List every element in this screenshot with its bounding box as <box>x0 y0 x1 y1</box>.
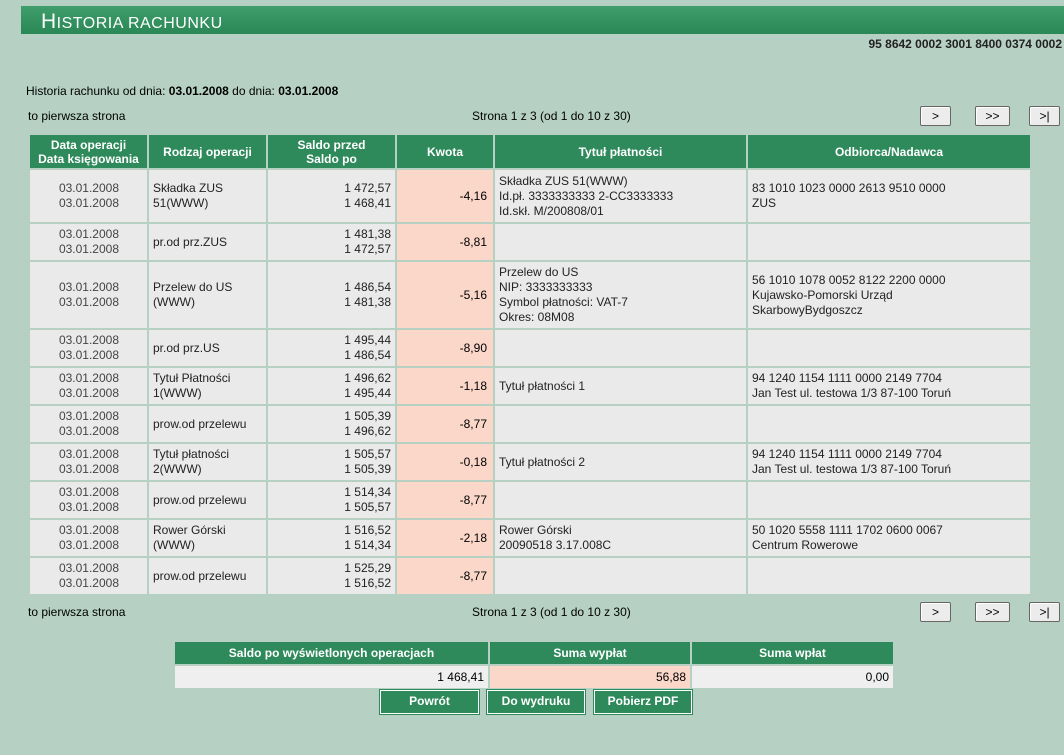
summary-wplat-header: Suma wpłat <box>692 642 893 664</box>
cell-type: Tytuł Płatności 1(WWW) <box>149 368 266 404</box>
cell-amount: -4,16 <box>397 170 493 222</box>
cell-amount: -5,16 <box>397 262 493 328</box>
cell-party: 50 1020 5558 1111 1702 0600 0067 Centrum Rowerowe <box>748 520 1030 556</box>
last-page-button[interactable]: >| <box>1029 602 1060 622</box>
cell-saldo: 1 505,39 1 496,62 <box>268 406 395 442</box>
table-row <box>30 558 1030 594</box>
cell-party <box>748 406 1030 442</box>
last-page-button[interactable]: >| <box>1029 106 1060 126</box>
col-amount: Kwota <box>397 135 493 168</box>
col-date: Data operacji Data księgowania <box>30 135 147 168</box>
cell-date: 03.01.2008 03.01.2008 <box>30 406 147 442</box>
table-row <box>30 406 1030 442</box>
cell-amount: -8,77 <box>397 406 493 442</box>
summary-wyplat: 56,88 <box>490 666 690 688</box>
cell-type: prow.od przelewu <box>149 558 266 594</box>
cell-type: Tytuł płatności 2(WWW) <box>149 444 266 480</box>
cell-type: Rower Górski (WWW) <box>149 520 266 556</box>
cell-date: 03.01.2008 03.01.2008 <box>30 170 147 222</box>
history-table <box>28 133 1032 596</box>
account-number: 95 8642 0002 3001 8400 0374 0002 <box>868 37 1062 51</box>
cell-title: Rower Górski 20090518 3.17.008C <box>495 520 746 556</box>
summary-wplat: 0,00 <box>692 666 893 688</box>
cell-date: 03.01.2008 03.01.2008 <box>30 224 147 260</box>
cell-amount: -8,77 <box>397 558 493 594</box>
title-bar <box>21 6 1064 34</box>
cell-saldo: 1 505,57 1 505,39 <box>268 444 395 480</box>
cell-type: Składka ZUS 51(WWW) <box>149 170 266 222</box>
cell-amount: -0,18 <box>397 444 493 480</box>
cell-type: Przelew do US (WWW) <box>149 262 266 328</box>
cell-party <box>748 330 1030 366</box>
table-row <box>30 368 1030 404</box>
cell-saldo: 1 525,29 1 516,52 <box>268 558 395 594</box>
cell-amount: -8,81 <box>397 224 493 260</box>
cell-saldo: 1 481,38 1 472,57 <box>268 224 395 260</box>
col-party: Odbiorca/Nadawca <box>748 135 1030 168</box>
cell-date: 03.01.2008 03.01.2008 <box>30 368 147 404</box>
fast-forward-button[interactable]: >> <box>975 602 1010 622</box>
col-saldo: Saldo przed Saldo po <box>268 135 395 168</box>
date-range: Historia rachunku od dnia: 03.01.2008 do dnia: 03.01.2008 <box>26 84 339 98</box>
summary-saldo: 1 468,41 <box>175 666 488 688</box>
cell-amount: -2,18 <box>397 520 493 556</box>
cell-date: 03.01.2008 03.01.2008 <box>30 482 147 518</box>
table-row <box>30 262 1030 328</box>
cell-title: Tytuł płatności 2 <box>495 444 746 480</box>
download-pdf-button[interactable]: Pobierz PDF <box>594 690 692 714</box>
cell-title: Składka ZUS 51(WWW) Id.pł. 3333333333 2-CC3333333 Id.skł. M/200808/01 <box>495 170 746 222</box>
cell-saldo: 1 496,62 1 495,44 <box>268 368 395 404</box>
cell-title <box>495 558 746 594</box>
table-row <box>30 482 1030 518</box>
back-button[interactable]: Powrót <box>380 690 479 714</box>
cell-saldo: 1 514,34 1 505,57 <box>268 482 395 518</box>
cell-amount: -1,18 <box>397 368 493 404</box>
cell-party: 83 1010 1023 0000 2613 9510 0000 ZUS <box>748 170 1030 222</box>
cell-type: pr.od prz.US <box>149 330 266 366</box>
next-page-button[interactable]: > <box>920 602 951 622</box>
col-type: Rodzaj operacji <box>149 135 266 168</box>
cell-type: pr.od prz.ZUS <box>149 224 266 260</box>
page-info: Strona 1 z 3 (od 1 do 10 z 30) <box>472 109 631 123</box>
page-info: Strona 1 z 3 (od 1 do 10 z 30) <box>472 605 631 619</box>
cell-title <box>495 330 746 366</box>
cell-date: 03.01.2008 03.01.2008 <box>30 444 147 480</box>
range-from: 03.01.2008 <box>168 84 229 98</box>
summary-table <box>173 640 895 690</box>
cell-title <box>495 482 746 518</box>
cell-date: 03.01.2008 03.01.2008 <box>30 520 147 556</box>
cell-date: 03.01.2008 03.01.2008 <box>30 330 147 366</box>
cell-party <box>748 558 1030 594</box>
fast-forward-button[interactable]: >> <box>975 106 1010 126</box>
cell-party: 94 1240 1154 1111 0000 2149 7704 Jan Test ul. testowa 1/3 87-100 Toruń <box>748 444 1030 480</box>
cell-title <box>495 224 746 260</box>
cell-party: 56 1010 1078 0052 8122 2200 0000 Kujawsko-Pomorski Urząd SkarbowyBydgoszcz <box>748 262 1030 328</box>
table-row <box>30 330 1030 366</box>
cell-title: Tytuł płatności 1 <box>495 368 746 404</box>
next-page-button[interactable]: > <box>920 106 951 126</box>
print-button[interactable]: Do wydruku <box>487 690 585 714</box>
first-page-label: to pierwsza strona <box>28 109 126 123</box>
cell-type: prow.od przelewu <box>149 482 266 518</box>
cell-amount: -8,90 <box>397 330 493 366</box>
cell-party <box>748 482 1030 518</box>
cell-party: 94 1240 1154 1111 0000 2149 7704 Jan Test ul. testowa 1/3 87-100 Toruń <box>748 368 1030 404</box>
cell-type: prow.od przelewu <box>149 406 266 442</box>
summary-wyplat-header: Suma wypłat <box>490 642 690 664</box>
page-title: HISTORIA RACHUNKU <box>41 10 223 33</box>
cell-party <box>748 224 1030 260</box>
range-to: 03.01.2008 <box>278 84 339 98</box>
cell-saldo: 1 486,54 1 481,38 <box>268 262 395 328</box>
cell-date: 03.01.2008 03.01.2008 <box>30 558 147 594</box>
first-page-label: to pierwsza strona <box>28 605 126 619</box>
table-row <box>30 520 1030 556</box>
cell-amount: -8,77 <box>397 482 493 518</box>
cell-date: 03.01.2008 03.01.2008 <box>30 262 147 328</box>
cell-saldo: 1 472,57 1 468,41 <box>268 170 395 222</box>
table-row <box>30 170 1030 222</box>
summary-saldo-header: Saldo po wyświetlonych operacjach <box>175 642 488 664</box>
cell-title <box>495 406 746 442</box>
pager-top <box>28 106 1062 128</box>
cell-title: Przelew do US NIP: 3333333333 Symbol płatności: VAT-7 Okres: 08M08 <box>495 262 746 328</box>
cell-saldo: 1 516,52 1 514,34 <box>268 520 395 556</box>
cell-saldo: 1 495,44 1 486,54 <box>268 330 395 366</box>
pager-bottom <box>28 602 1062 624</box>
table-row <box>30 444 1030 480</box>
table-row <box>30 224 1030 260</box>
col-title: Tytuł płatności <box>495 135 746 168</box>
